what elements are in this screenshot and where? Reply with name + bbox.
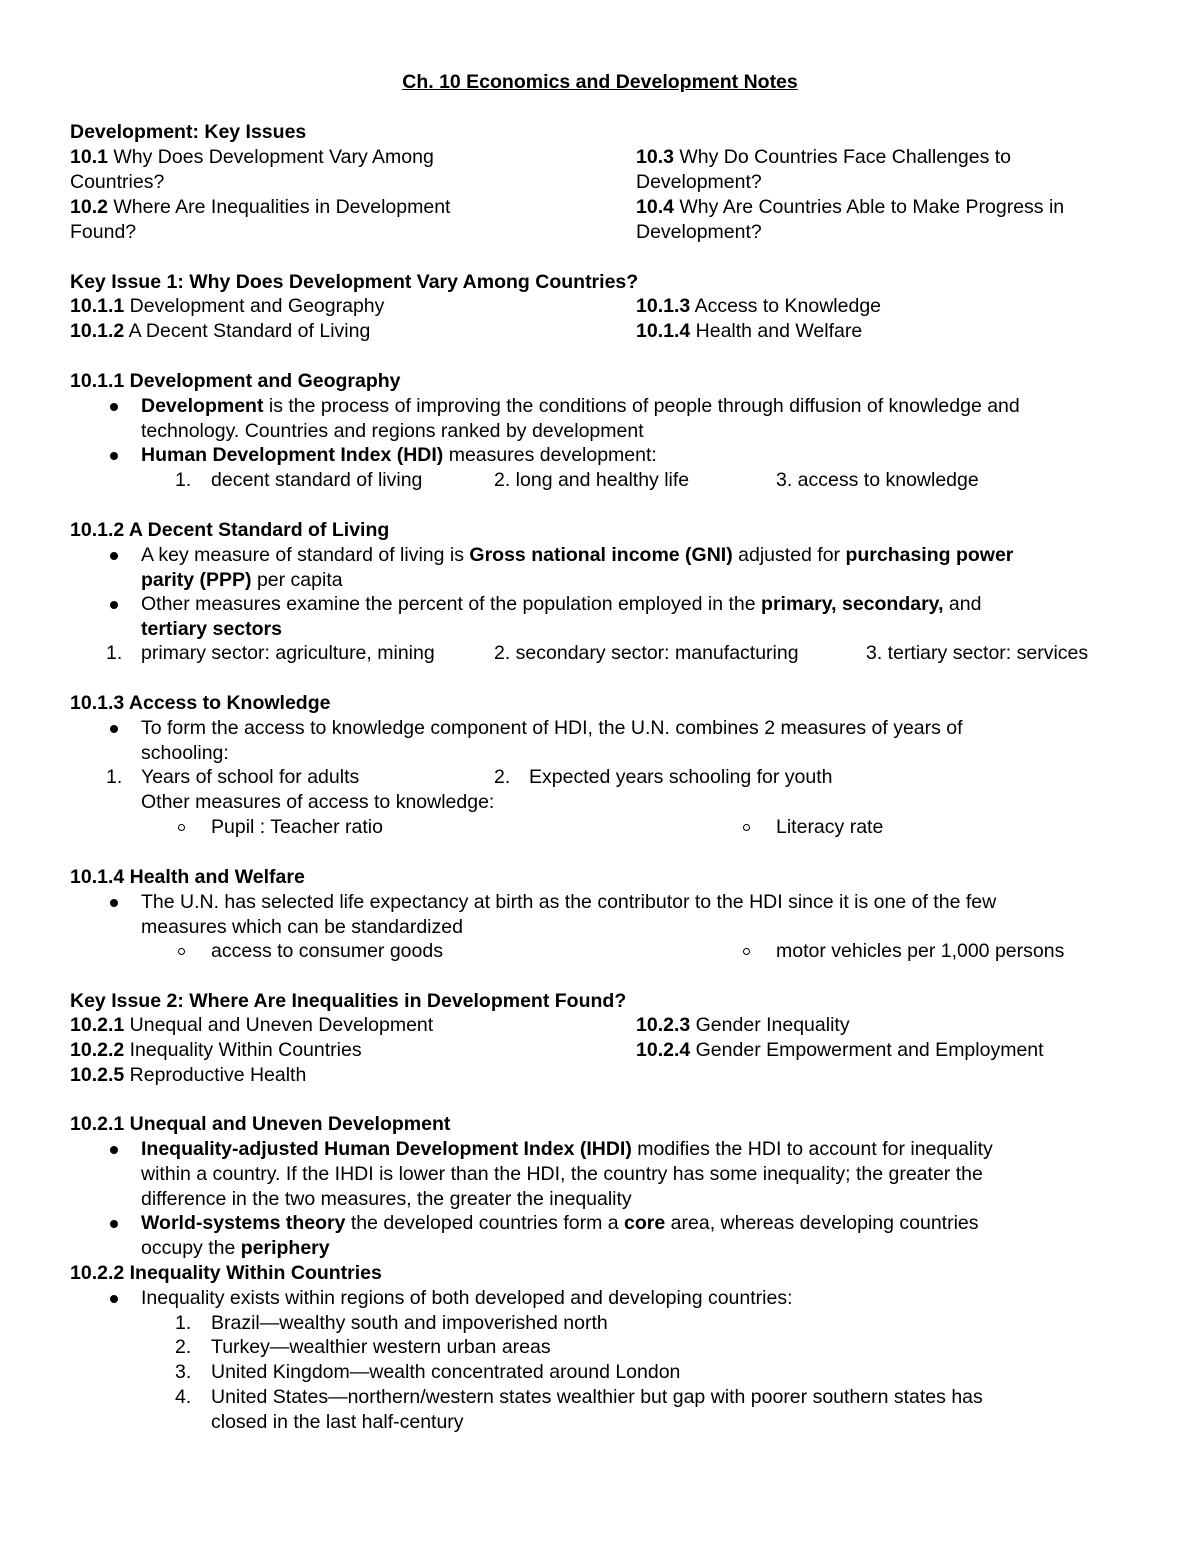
bullet-icon — [110, 1146, 118, 1154]
section-heading-10-1-2: 10.1.2 A Decent Standard of Living — [70, 519, 390, 541]
sub-item: Literacy rate — [776, 816, 884, 838]
topic-10-2-2: 10.2.2 Inequality Within Countries — [70, 1039, 362, 1061]
bullet-sectors-cont: tertiary sectors — [141, 618, 282, 640]
bullet-life-expectancy-cont: measures which can be standardized — [141, 916, 463, 938]
key-issues-heading: Development: Key Issues — [70, 121, 307, 143]
list-number: 4. — [175, 1386, 192, 1408]
list-item: primary sector: agriculture, mining — [141, 642, 435, 664]
section-heading-10-1-1: 10.1.1 Development and Geography — [70, 370, 401, 392]
topic-10-1-1: 10.1.1 Development and Geography — [70, 295, 385, 317]
key-issue-10-4-cont: Development? — [636, 221, 762, 243]
list-item: 3. access to knowledge — [776, 469, 979, 491]
list-item-cont: closed in the last half-century — [211, 1411, 464, 1433]
bullet-ihdi-cont: difference in the two measures, the greater the inequality — [141, 1188, 632, 1210]
sub-bullet-icon — [178, 948, 185, 955]
bullet-icon — [110, 403, 118, 411]
bullet-icon — [110, 1295, 118, 1303]
key-issue-10-1-cont: Countries? — [70, 171, 165, 193]
section-heading-10-1-4: 10.1.4 Health and Welfare — [70, 866, 305, 888]
key-issue-10-2: 10.2 Where Are Inequalities in Development — [70, 196, 451, 218]
sub-item: Pupil : Teacher ratio — [211, 816, 383, 838]
list-number: 3. — [175, 1361, 192, 1383]
sub-bullet-icon — [743, 948, 750, 955]
bullet-knowledge: To form the access to knowledge component of HDI, the U.N. combines 2 measures of years of — [141, 717, 963, 739]
sub-bullet-icon — [178, 824, 185, 831]
key-issue-1-heading: Key Issue 1: Why Does Development Vary Among Countries? — [70, 271, 639, 293]
topic-10-2-1: 10.2.1 Unequal and Uneven Development — [70, 1014, 434, 1036]
topic-10-1-3: 10.1.3 Access to Knowledge — [636, 295, 882, 317]
key-issue-10-3-cont: Development? — [636, 171, 762, 193]
list-number: 2. — [175, 1336, 192, 1358]
bullet-world-systems: World-systems theory the developed countries form a core area, whereas developing countries — [141, 1212, 979, 1234]
other-measures-text: Other measures of access to knowledge: — [141, 791, 495, 813]
list-item: Brazil—wealthy south and impoverished north — [211, 1312, 608, 1334]
bullet-icon — [110, 552, 118, 560]
topic-10-1-4: 10.1.4 Health and Welfare — [636, 320, 863, 342]
section-heading-10-2-1: 10.2.1 Unequal and Uneven Development — [70, 1113, 451, 1135]
topic-10-2-4: 10.2.4 Gender Empowerment and Employment — [636, 1039, 1044, 1061]
section-heading-10-1-3: 10.1.3 Access to Knowledge — [70, 692, 331, 714]
list-number: 1. — [106, 766, 123, 788]
topic-10-2-5: 10.2.5 Reproductive Health — [70, 1064, 307, 1086]
bullet-inequality-regions: Inequality exists within regions of both developed and developing countries: — [141, 1287, 793, 1309]
list-item: 2. secondary sector: manufacturing — [494, 642, 799, 664]
bullet-icon — [110, 452, 118, 460]
list-item: Turkey—wealthier western urban areas — [211, 1336, 551, 1358]
bullet-development-cont: technology. Countries and regions ranked by development — [141, 420, 644, 442]
bullet-icon — [110, 601, 118, 609]
key-issue-2-heading: Key Issue 2: Where Are Inequalities in Development Found? — [70, 990, 627, 1012]
list-item: Expected years schooling for youth — [529, 766, 833, 788]
bullet-world-systems-cont: occupy the periphery — [141, 1237, 330, 1259]
list-item: United States—northern/western states wealthier but gap with poorer southern states has — [211, 1386, 983, 1408]
bullet-knowledge-cont: schooling: — [141, 742, 229, 764]
bullet-icon — [110, 1220, 118, 1228]
list-item: 2. long and healthy life — [494, 469, 690, 491]
list-number: 1. — [106, 642, 123, 664]
key-issue-10-2-cont: Found? — [70, 221, 137, 243]
sub-item: motor vehicles per 1,000 persons — [776, 940, 1065, 962]
bullet-hdi: Human Development Index (HDI) measures development: — [141, 444, 657, 466]
sub-bullet-icon — [743, 824, 750, 831]
key-issue-10-1: 10.1 Why Does Development Vary Among — [70, 146, 434, 168]
bullet-ihdi-cont: within a country. If the IHDI is lower than the HDI, the country has some inequality; the greater the — [141, 1163, 983, 1185]
key-issue-10-3: 10.3 Why Do Countries Face Challenges to — [636, 146, 1012, 168]
list-item: 3. tertiary sector: services — [866, 642, 1089, 664]
sub-item: access to consumer goods — [211, 940, 443, 962]
list-item: decent standard of living — [211, 469, 423, 491]
bullet-gni-cont: parity (PPP) per capita — [141, 569, 343, 591]
list-number: 1. — [175, 1312, 192, 1334]
bullet-sectors: Other measures examine the percent of the population employed in the primary, secondary, and — [141, 593, 982, 615]
list-number: 2. — [494, 766, 511, 788]
topic-10-2-3: 10.2.3 Gender Inequality — [636, 1014, 850, 1036]
bullet-icon — [110, 725, 118, 733]
list-item: United Kingdom—wealth concentrated around London — [211, 1361, 681, 1383]
list-item: Years of school for adults — [141, 766, 360, 788]
bullet-ihdi: Inequality-adjusted Human Development Index (IHDI) modifies the HDI to account for inequality — [141, 1138, 993, 1160]
bullet-gni: A key measure of standard of living is Gross national income (GNI) adjusted for purchasing power — [141, 544, 1014, 566]
topic-10-1-2: 10.1.2 A Decent Standard of Living — [70, 320, 371, 342]
bullet-icon — [110, 899, 118, 907]
page-title: Ch. 10 Economics and Development Notes — [402, 71, 798, 93]
key-issue-10-4: 10.4 Why Are Countries Able to Make Progress in — [636, 196, 1065, 218]
bullet-development: Development is the process of improving the conditions of people through diffusion of knowledge and — [141, 395, 1020, 417]
bullet-life-expectancy: The U.N. has selected life expectancy at birth as the contributor to the HDI since it is one of the few — [141, 891, 997, 913]
section-heading-10-2-2: 10.2.2 Inequality Within Countries — [70, 1262, 382, 1284]
list-number: 1. — [175, 469, 192, 491]
